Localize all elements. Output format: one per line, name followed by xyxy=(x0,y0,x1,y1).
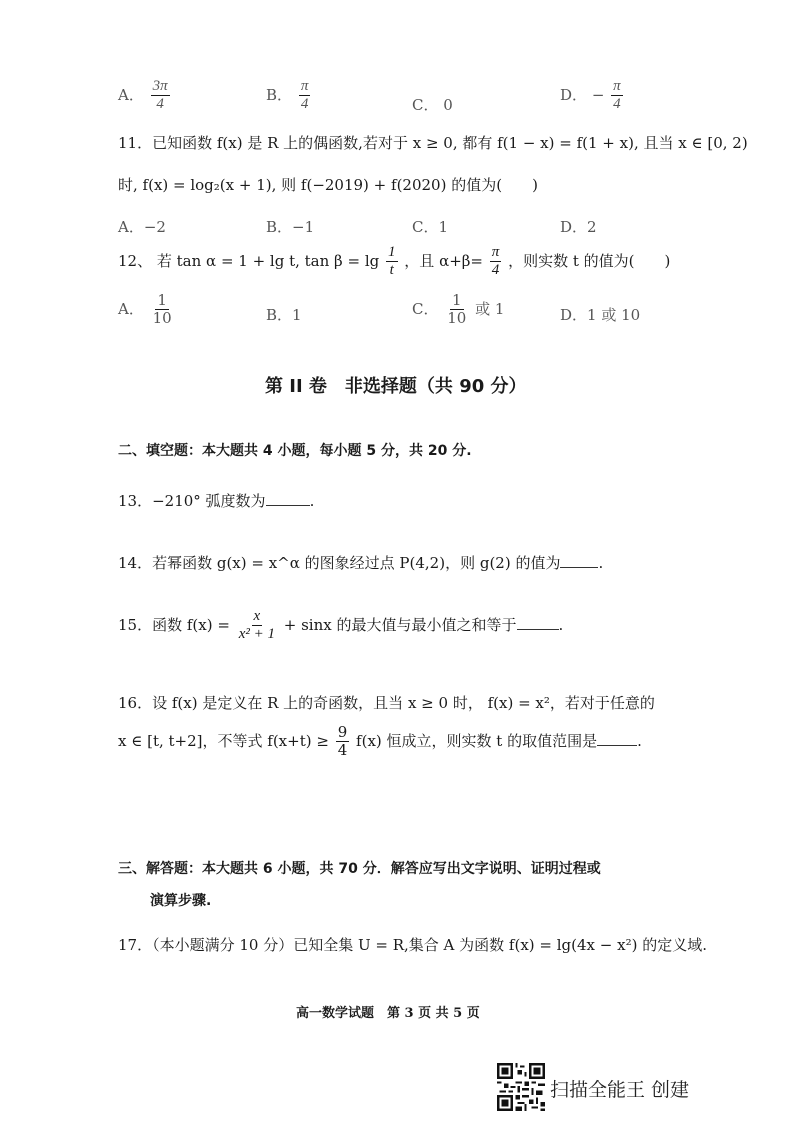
option-text: 2 xyxy=(587,218,597,236)
q12-option-a xyxy=(118,292,176,328)
q10-option-a xyxy=(118,78,172,114)
q16-line2 xyxy=(118,724,642,760)
question-end: . xyxy=(637,731,642,750)
frac-den: 10 xyxy=(447,309,467,328)
q12-option-c xyxy=(412,292,504,328)
frac-den: 4 xyxy=(491,262,500,279)
question-number: 12、 xyxy=(118,251,153,270)
q11-line1 xyxy=(118,132,748,153)
option-label: B． xyxy=(266,306,293,324)
frac-num: π xyxy=(299,78,311,96)
q16-line1: 16．设 f(x) 是定义在 R 上的奇函数，且当 x ≥ 0 时， f(x) = x²，若对于任意的 xyxy=(118,694,655,712)
qr-code-icon xyxy=(497,1063,545,1111)
frac-num: x xyxy=(252,608,263,626)
option-text: 1 xyxy=(438,218,449,236)
q12-option-d xyxy=(560,304,640,325)
question-text: 13．−210° 弧度数为 xyxy=(118,492,266,510)
q15-pre: 15．函数 f(x) = xyxy=(118,615,230,634)
frac-num: 1 xyxy=(386,244,398,262)
option-label: B． xyxy=(266,85,293,104)
answer-blank xyxy=(560,566,598,568)
frac-den: 4 xyxy=(300,96,309,113)
q12-stem xyxy=(118,244,670,280)
option-text: 1 或 10 xyxy=(587,306,641,324)
scanner-watermark: 扫描全能王 创建 xyxy=(550,1079,690,1101)
question-text: 已知函数 f(x) 是 R 上的偶函数,若对于 x ≥ 0, 都有 f(1 − x) = f(1 + x), 且当 x ∈ [0, 2) xyxy=(152,134,748,152)
frac-num: 1 xyxy=(452,291,462,309)
question-text: 14．若幂函数 g(x) = x^α 的图象经过点 P(4,2)，则 g(2) 的值为 xyxy=(118,554,561,572)
option-label: D． xyxy=(560,85,588,104)
q11-option-b xyxy=(266,216,314,237)
option-text: −2 xyxy=(143,218,166,236)
question-end: . xyxy=(309,492,315,510)
q12-option-b xyxy=(266,304,302,325)
section2-heading: 二、填空题：本大题共 4 小题，每小题 5 分，共 20 分. xyxy=(118,443,472,459)
option-text: 0 xyxy=(443,96,453,114)
section3-heading-line1: 三、解答题：本大题共 6 小题，共 70 分．解答应写出文字说明、证明过程或 xyxy=(118,861,601,877)
q10-option-b xyxy=(266,78,312,114)
option-sign: − xyxy=(591,85,605,104)
q11-option-c xyxy=(412,216,448,237)
answer-blank xyxy=(517,628,559,630)
question-number: 11． xyxy=(118,134,153,152)
option-label: D． xyxy=(560,306,588,324)
option-label: D． xyxy=(560,218,588,236)
frac-den: 4 xyxy=(337,741,348,760)
q10-option-c xyxy=(412,94,453,115)
frac-den: x² + 1 xyxy=(238,626,275,643)
page-footer: 高一数学试题 第 3 页 共 5 页 xyxy=(296,1006,480,1021)
option-label: A． xyxy=(118,218,144,236)
option-label: C． xyxy=(412,96,439,114)
q12-post: ，则实数 t 的值为( ) xyxy=(508,251,671,270)
option-label: A． xyxy=(118,85,144,104)
option-label: C． xyxy=(412,299,439,318)
part2-title: 第 II 卷 非选择题（共 90 分） xyxy=(265,376,527,397)
q10-option-d xyxy=(560,78,625,114)
answer-blank xyxy=(266,504,310,506)
question-end: . xyxy=(558,615,564,634)
frac-den: 10 xyxy=(152,309,172,328)
option-label: A． xyxy=(118,299,144,318)
section3-heading-line2: 演算步骤. xyxy=(150,893,212,909)
q15 xyxy=(118,608,563,644)
option-label: C． xyxy=(412,218,439,236)
q11-line2: 时, f(x) = log₂(x + 1), 则 f(−2019) + f(2020) 的值为( ) xyxy=(118,176,538,194)
frac-den: t xyxy=(389,262,394,279)
q12-mid: ，且 α+β= xyxy=(404,251,484,270)
q15-post: + sinx 的最大值与最小值之和等于 xyxy=(283,615,517,634)
q16-pre: x ∈ [t, t+2]，不等式 f(x+t) ≥ xyxy=(118,731,329,750)
q17: 17．（本小题满分 10 分）已知全集 U = R,集合 A 为函数 f(x) = lg(4x − x²) 的定义域. xyxy=(118,936,707,954)
question-end: . xyxy=(598,554,604,572)
option-text: 1 xyxy=(292,306,302,324)
q11-option-a xyxy=(118,216,166,237)
frac-den: 4 xyxy=(156,96,164,113)
option-text: −1 xyxy=(292,218,315,236)
q14 xyxy=(118,552,603,573)
frac-num: π xyxy=(611,78,623,96)
option-label: B． xyxy=(266,218,293,236)
frac-num: 9 xyxy=(337,723,348,741)
frac-num: 3π xyxy=(151,78,170,96)
q13 xyxy=(118,490,314,511)
q11-option-d xyxy=(560,216,597,237)
frac-num: 1 xyxy=(157,291,167,309)
answer-blank xyxy=(597,744,637,746)
frac-den: 4 xyxy=(613,96,621,113)
q16-post: f(x) 恒成立，则实数 t 的取值范围是 xyxy=(356,731,598,750)
frac-num: π xyxy=(490,244,502,262)
q12-pre: 若 tan α = 1 + lg t, tan β = lg xyxy=(156,251,380,270)
option-suffix: 或 1 xyxy=(475,299,505,318)
